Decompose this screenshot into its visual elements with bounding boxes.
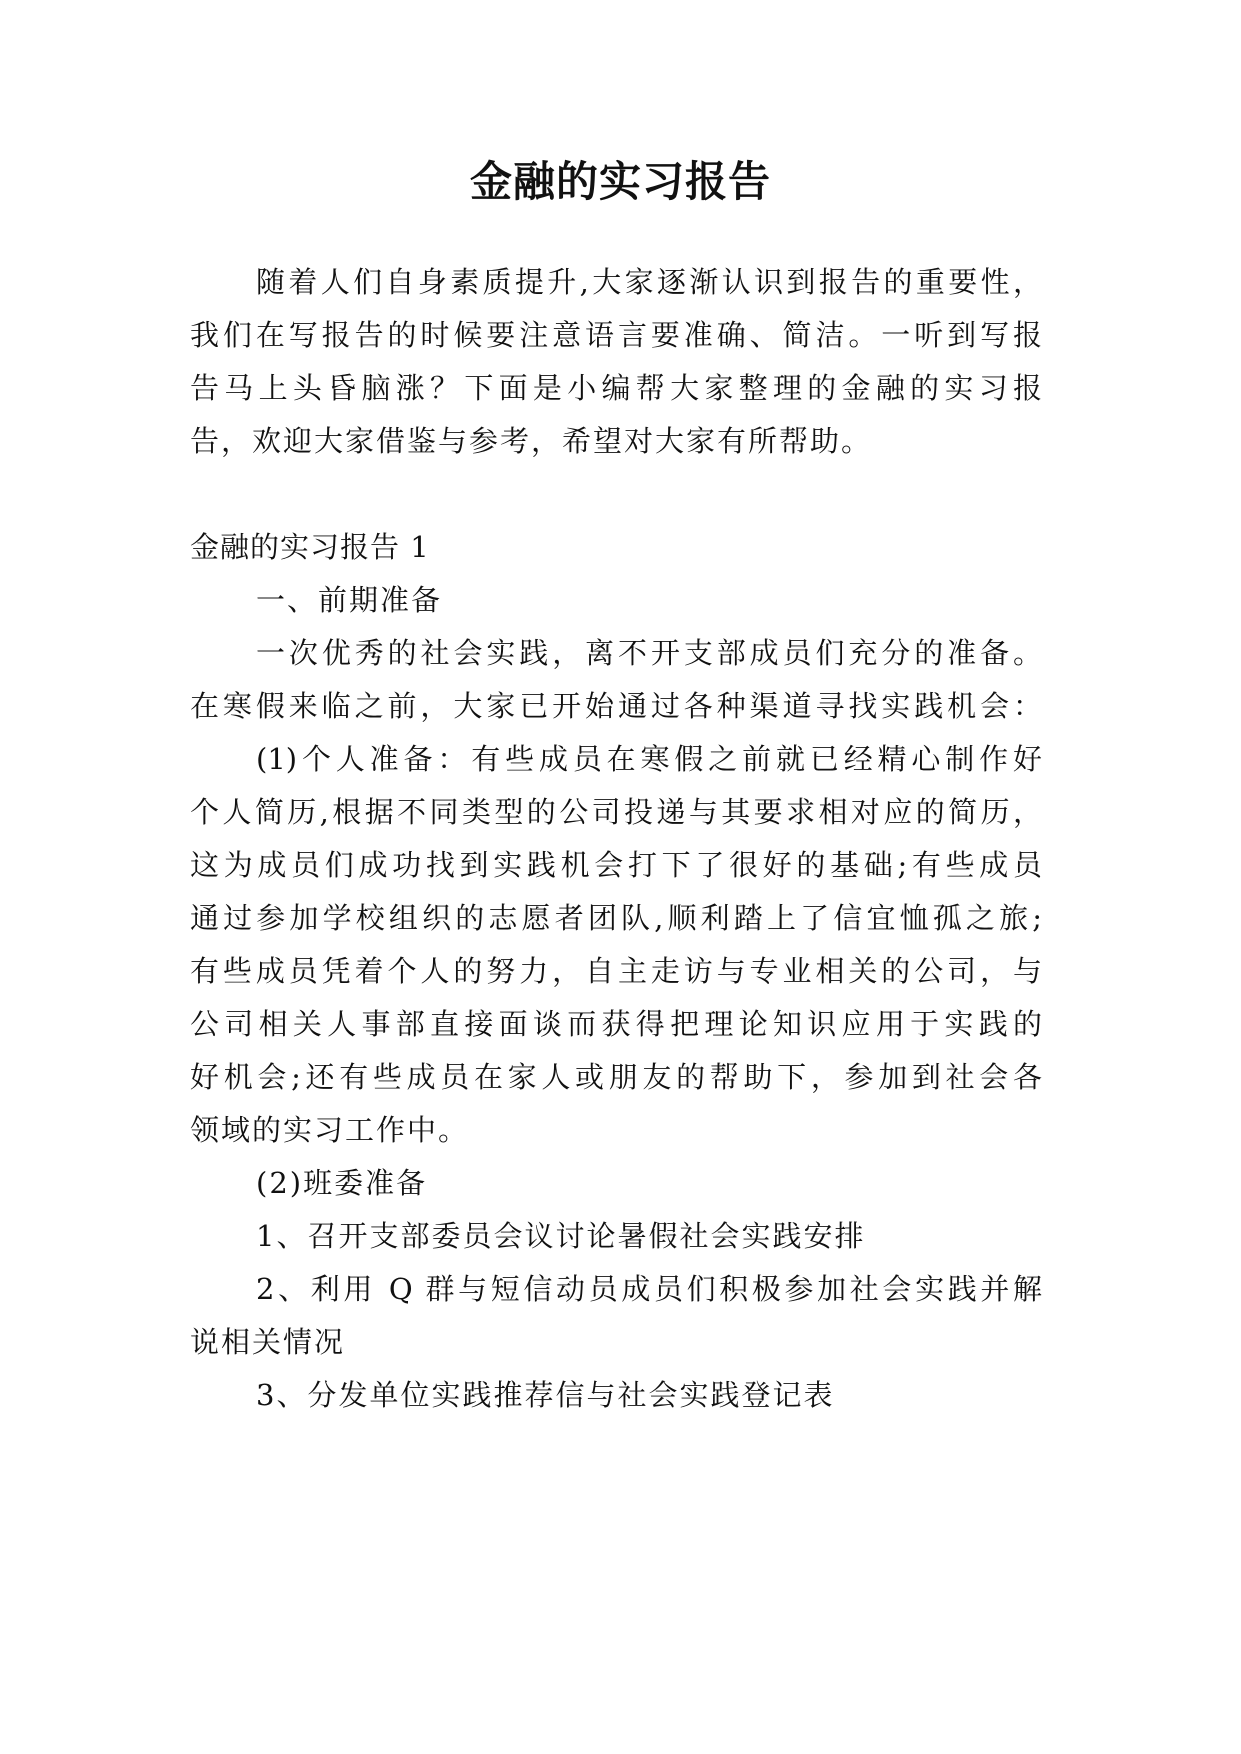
list-item-continuation: 说相关情况 bbox=[190, 1325, 346, 1359]
paragraph-line: 领域的实习工作中。 bbox=[190, 1113, 470, 1147]
intro-line: 告马上头昏脑涨？下面是小编帮大家整理的金融的实习报 bbox=[190, 371, 1042, 405]
list-item: 1、召开支部委员会议讨论暑假社会实践安排 bbox=[256, 1219, 866, 1253]
section-title: 金融的实习报告 1 bbox=[190, 530, 430, 564]
document-title: 金融的实习报告 bbox=[469, 157, 771, 206]
paragraph-line: 在寒假来临之前，大家已开始通过各种渠道寻找实践机会： bbox=[190, 689, 1042, 723]
paragraph-line: 一次优秀的社会实践，离不开支部成员们充分的准备。 bbox=[256, 636, 1042, 670]
paragraph-line: 个人简历,根据不同类型的公司投递与其要求相对应的简历， bbox=[190, 795, 1042, 829]
paragraph-line: 有些成员凭着个人的努力，自主走访与专业相关的公司，与 bbox=[190, 954, 1042, 988]
intro-line: 告，欢迎大家借鉴与参考，希望对大家有所帮助。 bbox=[190, 424, 873, 458]
sub-heading: (2)班委准备 bbox=[256, 1166, 428, 1200]
list-item: 2、利用 Q 群与短信动员成员们积极参加社会实践并解 bbox=[256, 1272, 1042, 1306]
paragraph-line: 公司相关人事部直接面谈而获得把理论知识应用于实践的 bbox=[190, 1007, 1042, 1041]
heading-preparation: 一、前期准备 bbox=[256, 583, 443, 617]
list-item: 3、分发单位实践推荐信与社会实践登记表 bbox=[256, 1378, 835, 1412]
paragraph-line: (1)个人准备：有些成员在寒假之前就已经精心制作好 bbox=[256, 742, 1042, 776]
paragraph-line: 好机会;还有些成员在家人或朋友的帮助下，参加到社会各 bbox=[190, 1060, 1042, 1094]
paragraph-line: 通过参加学校组织的志愿者团队,顺利踏上了信宜恤孤之旅; bbox=[190, 901, 1042, 935]
intro-line: 我们在写报告的时候要注意语言要准确、简洁。一听到写报 bbox=[190, 318, 1042, 352]
paragraph-line: 这为成员们成功找到实践机会打下了很好的基础;有些成员 bbox=[190, 848, 1042, 882]
intro-line: 随着人们自身素质提升,大家逐渐认识到报告的重要性， bbox=[256, 265, 1042, 299]
